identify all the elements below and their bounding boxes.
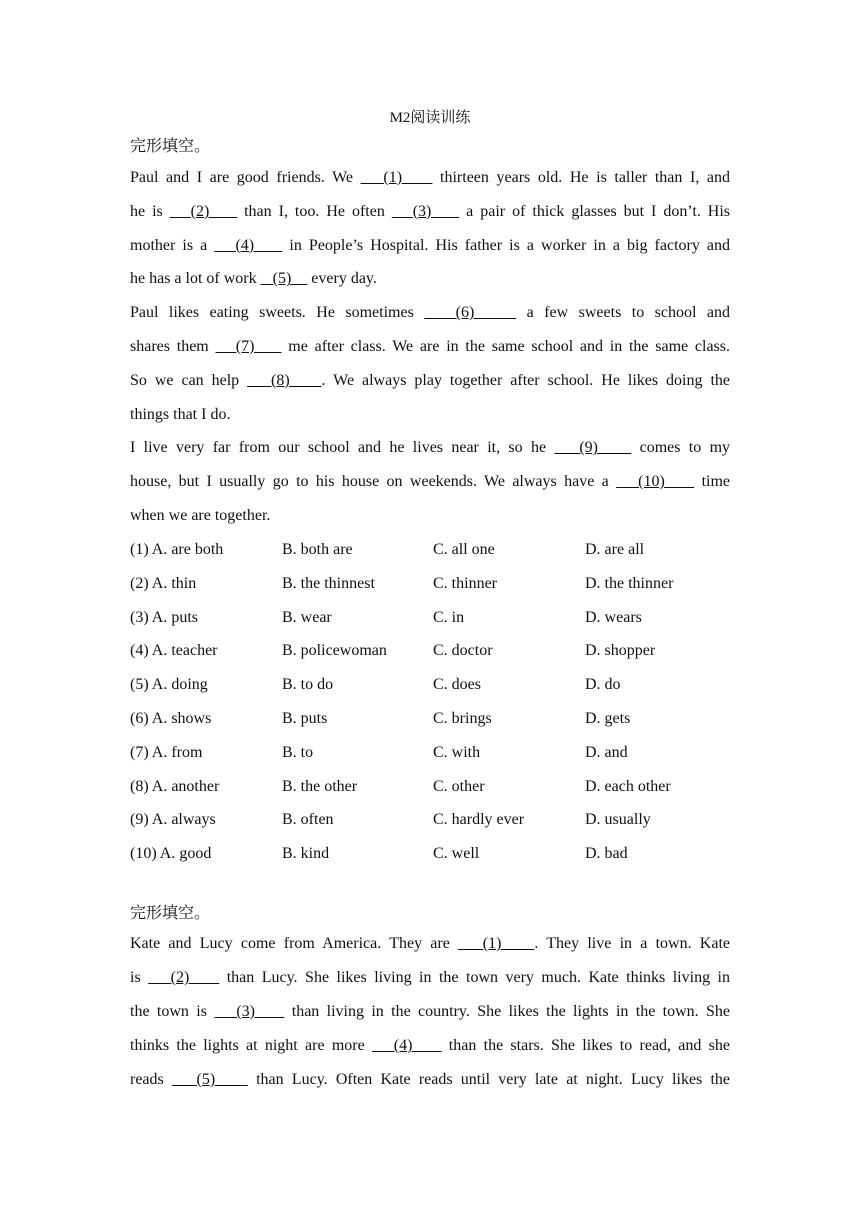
option-choice[interactable]: C. thinner (433, 574, 497, 592)
passage-text: he is (130, 202, 170, 220)
passage-text: than I, too. He often (237, 202, 392, 220)
option-choice[interactable]: C. all one (433, 541, 495, 558)
answer-blank[interactable]: (3) (391, 202, 460, 220)
option-choice[interactable]: C. doctor (433, 642, 493, 660)
passage-text: than the stars. She likes to read, and she (441, 1037, 731, 1054)
option-choice[interactable]: C. in (433, 608, 465, 626)
option-choice[interactable]: B. the thinnest (282, 574, 375, 592)
answer-blank[interactable]: (2) (148, 969, 220, 986)
section2-line (130, 933, 730, 955)
passage-text: I live very far from our school and he lives near it, so he (130, 439, 555, 457)
passage-text: . We always play together after school. He likes doing the (321, 371, 730, 389)
section2-line (130, 1035, 730, 1057)
option-choice[interactable]: B. puts (282, 710, 328, 727)
option-choice[interactable]: B. policewoman (282, 642, 387, 660)
option-choice[interactable]: B. often (282, 811, 334, 829)
option-choice[interactable]: (8) A. another (130, 777, 220, 795)
answer-blank[interactable]: (6) (424, 304, 517, 322)
option-choice[interactable]: B. wear (282, 608, 332, 626)
option-choice[interactable]: C. with (433, 743, 481, 761)
answer-blank[interactable]: (4) (371, 1037, 442, 1054)
option-row (130, 776, 750, 798)
answer-blank[interactable]: (9) (554, 439, 632, 457)
section1-line (130, 268, 730, 290)
passage-text: reads (130, 1071, 172, 1088)
section2-heading: 完形填空。 (130, 905, 211, 922)
option-choice[interactable]: (10) A. good (130, 845, 212, 863)
option-choice[interactable]: (3) A. puts (130, 608, 198, 626)
option-row (130, 573, 750, 595)
passage-text: than living in the country. She likes the lights in the town. She (284, 1003, 731, 1020)
option-choice[interactable]: (4) A. teacher (130, 642, 218, 660)
option-choice[interactable]: (6) A. shows (130, 710, 212, 727)
option-row (130, 640, 750, 662)
passage-text: in People’s Hospital. His father is a worker in a big factory and (282, 236, 731, 254)
section2-line (130, 967, 730, 989)
answer-blank[interactable]: (10) (616, 473, 695, 491)
answer-blank[interactable]: (4) (214, 236, 283, 254)
answer-blank[interactable]: (5) (260, 270, 308, 288)
option-choice[interactable]: C. hardly ever (433, 811, 525, 829)
answer-blank[interactable]: (1) (458, 935, 535, 952)
passage-text: thirteen years old. He is taller than I, and (432, 169, 731, 186)
option-choice[interactable]: D. usually (585, 811, 651, 829)
section1-line (130, 167, 730, 189)
option-choice[interactable]: D. the thinner (585, 574, 674, 592)
passage-text: Paul and I are good friends. We (130, 169, 361, 186)
passage-text: the town is (130, 1003, 215, 1020)
answer-blank[interactable]: (2) (169, 202, 238, 220)
option-choice[interactable]: B. to do (282, 676, 334, 694)
option-row (130, 539, 750, 561)
option-choice[interactable]: D. do (585, 676, 621, 694)
option-choice[interactable]: (7) A. from (130, 743, 203, 761)
passage-text: a few sweets to school and (516, 304, 731, 322)
option-choice[interactable]: D. gets (585, 710, 631, 727)
option-choice[interactable]: D. each other (585, 777, 671, 795)
option-choice[interactable]: D. wears (585, 608, 642, 626)
passage-text: Paul likes eating sweets. He sometimes (130, 304, 425, 322)
option-row (130, 742, 750, 764)
passage-text: mother is a (130, 236, 215, 254)
passage-text: is (130, 969, 149, 986)
option-choice[interactable]: B. kind (282, 845, 330, 863)
option-row (130, 708, 750, 730)
answer-blank[interactable]: (5) (171, 1071, 248, 1088)
passage-text: . They live in a town. Kate (534, 935, 731, 952)
passage-text: shares them (130, 338, 216, 355)
option-row (130, 607, 750, 629)
option-choice[interactable]: B. both are (282, 541, 353, 558)
passage-text: than Lucy. Often Kate reads until very late at night. Lucy likes the (247, 1071, 731, 1088)
passage-text: house, but I usually go to his house on weekends. We always have a (130, 473, 617, 491)
option-row (130, 843, 750, 865)
section2-line (130, 1069, 730, 1091)
option-choice[interactable]: D. bad (585, 845, 628, 863)
passage-text: So we can help (130, 371, 248, 389)
section1-line (130, 471, 730, 493)
section1-line (130, 235, 730, 257)
option-choice[interactable]: B. the other (282, 777, 358, 795)
section1-line (130, 404, 730, 426)
option-choice[interactable]: C. does (433, 676, 481, 694)
passage-text: comes to my (631, 439, 731, 457)
passage-text: time (694, 473, 731, 491)
answer-blank[interactable]: (1) (360, 169, 433, 186)
option-choice[interactable]: C. other (433, 777, 485, 795)
passage-text: things that I do. (130, 405, 231, 423)
option-choice[interactable]: (9) A. always (130, 811, 216, 829)
option-choice[interactable]: (2) A. thin (130, 574, 197, 592)
section1-line (130, 370, 730, 392)
section1-line (130, 505, 730, 527)
section1-heading: 完形填空。 (130, 138, 211, 155)
passage-text: he has a lot of work (130, 270, 261, 288)
option-choice[interactable]: B. to (282, 743, 314, 761)
section1-line (130, 437, 730, 459)
passage-text: thinks the lights at night are more (130, 1037, 372, 1054)
passage-text: every day. (307, 270, 377, 288)
passage-text: Kate and Lucy come from America. They are (130, 935, 459, 952)
passage-text: than Lucy. She likes living in the town very much. Kate thinks living in (219, 969, 730, 986)
option-choice[interactable]: (1) A. are both (130, 541, 224, 558)
section1-line (130, 201, 730, 223)
passage-text: when we are together. (130, 507, 271, 524)
option-row (130, 809, 750, 831)
answer-blank[interactable]: (8) (247, 371, 322, 389)
option-choice[interactable]: (5) A. doing (130, 676, 208, 694)
option-choice[interactable]: C. brings (433, 710, 492, 727)
answer-blank[interactable]: (7) (215, 338, 282, 355)
option-choice[interactable]: D. shopper (585, 642, 656, 660)
passage-text: a pair of thick glasses but I don’t. His (459, 202, 731, 220)
page-title: M2阅读训练 (389, 110, 471, 126)
passage-text: me after class. We are in the same school and in the same class. (281, 338, 731, 355)
section1-line (130, 302, 730, 324)
section1-line (130, 336, 730, 358)
option-row (130, 674, 750, 696)
option-choice[interactable]: D. and (585, 743, 628, 761)
section2-line (130, 1001, 730, 1023)
option-choice[interactable]: C. well (433, 845, 480, 863)
answer-blank[interactable]: (3) (214, 1003, 285, 1020)
option-choice[interactable]: D. are all (585, 541, 645, 558)
